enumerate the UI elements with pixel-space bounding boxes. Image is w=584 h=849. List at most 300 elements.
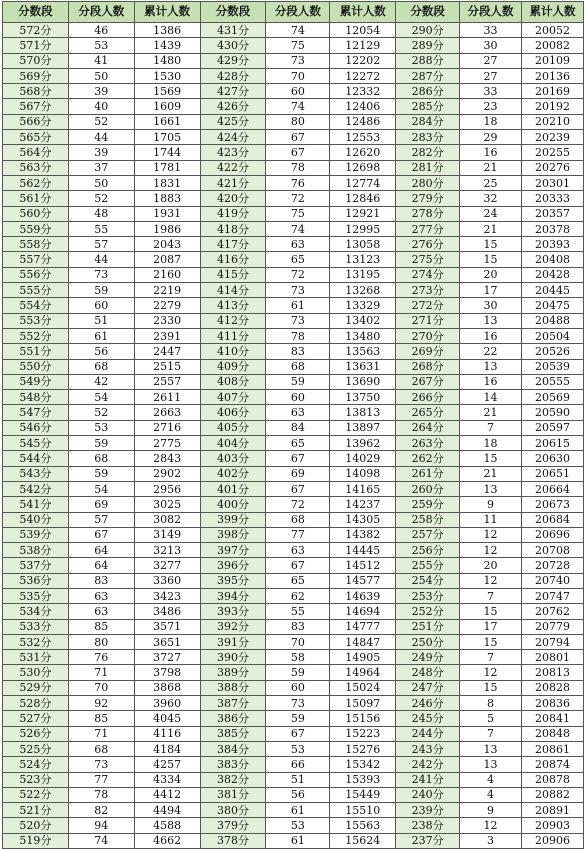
table-row <box>3 803 584 818</box>
segment-count-cell: 84 <box>266 420 330 435</box>
score-cell: 243分 <box>396 741 460 756</box>
segment-count-cell: 51 <box>266 772 330 787</box>
cumulative-count-cell: 12774 <box>330 175 396 190</box>
score-cell: 387分 <box>200 696 266 711</box>
segment-count-cell: 13 <box>460 313 522 328</box>
segment-count-cell: 7 <box>460 588 522 603</box>
cumulative-count-cell: 3082 <box>134 512 200 527</box>
score-cell: 276分 <box>396 237 460 252</box>
score-cell: 262分 <box>396 451 460 466</box>
segment-count-cell: 20 <box>460 267 522 282</box>
segment-count-cell: 61 <box>266 803 330 818</box>
score-cell: 537分 <box>3 558 69 573</box>
cumulative-count-cell: 20684 <box>522 512 584 527</box>
cumulative-count-cell: 20082 <box>522 38 584 53</box>
score-cell: 412分 <box>200 313 266 328</box>
cumulative-count-cell: 2330 <box>134 313 200 328</box>
segment-count-cell: 65 <box>266 252 330 267</box>
score-cell: 284分 <box>396 114 460 129</box>
cumulative-count-cell: 1705 <box>134 130 200 145</box>
score-distribution-table-container <box>2 1 584 849</box>
header-cumulative-count: 累计人数 <box>330 2 396 23</box>
cumulative-count-cell: 1931 <box>134 206 200 221</box>
cumulative-count-cell: 3025 <box>134 497 200 512</box>
segment-count-cell: 5 <box>460 711 522 726</box>
segment-count-cell: 52 <box>68 114 134 129</box>
table-row <box>3 206 584 221</box>
cumulative-count-cell: 20836 <box>522 696 584 711</box>
segment-count-cell: 73 <box>68 757 134 772</box>
cumulative-count-cell: 20673 <box>522 497 584 512</box>
score-cell: 272分 <box>396 298 460 313</box>
cumulative-count-cell: 14905 <box>330 650 396 665</box>
score-cell: 535分 <box>3 588 69 603</box>
segment-count-cell: 61 <box>266 298 330 313</box>
score-cell: 551分 <box>3 344 69 359</box>
segment-count-cell: 44 <box>68 252 134 267</box>
score-cell: 398分 <box>200 527 266 542</box>
table-row <box>3 405 584 420</box>
table-row <box>3 114 584 129</box>
table-row <box>3 420 584 435</box>
segment-count-cell: 8 <box>460 696 522 711</box>
score-cell: 527分 <box>3 711 69 726</box>
cumulative-count-cell: 20861 <box>522 741 584 756</box>
segment-count-cell: 67 <box>68 527 134 542</box>
table-row <box>3 451 584 466</box>
segment-count-cell: 61 <box>68 328 134 343</box>
score-cell: 522分 <box>3 787 69 802</box>
cumulative-count-cell: 13690 <box>330 374 396 389</box>
cumulative-count-cell: 14577 <box>330 573 396 588</box>
cumulative-count-cell: 2515 <box>134 359 200 374</box>
score-cell: 567分 <box>3 99 69 114</box>
score-cell: 240分 <box>396 787 460 802</box>
segment-count-cell: 60 <box>266 84 330 99</box>
score-cell: 524分 <box>3 757 69 772</box>
cumulative-count-cell: 1661 <box>134 114 200 129</box>
table-row <box>3 390 584 405</box>
score-cell: 386分 <box>200 711 266 726</box>
score-cell: 532分 <box>3 634 69 649</box>
cumulative-count-cell: 20378 <box>522 221 584 236</box>
score-cell: 410分 <box>200 344 266 359</box>
segment-count-cell: 59 <box>68 466 134 481</box>
cumulative-count-cell: 2087 <box>134 252 200 267</box>
score-cell: 397分 <box>200 543 266 558</box>
segment-count-cell: 33 <box>460 84 522 99</box>
table-row <box>3 604 584 619</box>
segment-count-cell: 15 <box>460 680 522 695</box>
cumulative-count-cell: 14029 <box>330 451 396 466</box>
score-cell: 542分 <box>3 481 69 496</box>
cumulative-count-cell: 3149 <box>134 527 200 542</box>
segment-count-cell: 68 <box>68 359 134 374</box>
cumulative-count-cell: 20801 <box>522 650 584 665</box>
score-cell: 557分 <box>3 252 69 267</box>
cumulative-count-cell: 13195 <box>330 267 396 282</box>
segment-count-cell: 72 <box>266 497 330 512</box>
cumulative-count-cell: 12054 <box>330 23 396 38</box>
segment-count-cell: 56 <box>68 344 134 359</box>
cumulative-count-cell: 12553 <box>330 130 396 145</box>
score-cell: 565分 <box>3 130 69 145</box>
segment-count-cell: 68 <box>68 741 134 756</box>
cumulative-count-cell: 2611 <box>134 390 200 405</box>
segment-count-cell: 50 <box>68 175 134 190</box>
segment-count-cell: 29 <box>460 130 522 145</box>
segment-count-cell: 67 <box>266 481 330 496</box>
segment-count-cell: 16 <box>460 145 522 160</box>
score-cell: 529分 <box>3 680 69 695</box>
cumulative-count-cell: 15097 <box>330 696 396 711</box>
cumulative-count-cell: 13813 <box>330 405 396 420</box>
cumulative-count-cell: 1480 <box>134 53 200 68</box>
score-cell: 400分 <box>200 497 266 512</box>
score-cell: 251分 <box>396 619 460 634</box>
cumulative-count-cell: 3727 <box>134 650 200 665</box>
score-cell: 285分 <box>396 99 460 114</box>
cumulative-count-cell: 15156 <box>330 711 396 726</box>
cumulative-count-cell: 20615 <box>522 436 584 451</box>
table-row <box>3 68 584 83</box>
score-cell: 247分 <box>396 680 460 695</box>
cumulative-count-cell: 15342 <box>330 757 396 772</box>
table-row <box>3 543 584 558</box>
score-cell: 287分 <box>396 68 460 83</box>
score-cell: 246分 <box>396 696 460 711</box>
segment-count-cell: 42 <box>68 374 134 389</box>
header-score-segment: 分数段 <box>3 2 69 23</box>
score-cell: 399分 <box>200 512 266 527</box>
score-cell: 570分 <box>3 53 69 68</box>
cumulative-count-cell: 13480 <box>330 328 396 343</box>
segment-count-cell: 15 <box>460 237 522 252</box>
segment-count-cell: 44 <box>68 130 134 145</box>
table-row <box>3 298 584 313</box>
score-cell: 536分 <box>3 573 69 588</box>
score-cell: 418分 <box>200 221 266 236</box>
score-cell: 249分 <box>396 650 460 665</box>
segment-count-cell: 59 <box>266 711 330 726</box>
cumulative-count-cell: 3798 <box>134 665 200 680</box>
segment-count-cell: 27 <box>460 68 522 83</box>
score-cell: 431分 <box>200 23 266 38</box>
cumulative-count-cell: 2843 <box>134 451 200 466</box>
segment-count-cell: 59 <box>68 436 134 451</box>
score-cell: 248分 <box>396 665 460 680</box>
segment-count-cell: 66 <box>266 757 330 772</box>
segment-count-cell: 7 <box>460 420 522 435</box>
segment-count-cell: 12 <box>460 527 522 542</box>
score-cell: 539分 <box>3 527 69 542</box>
cumulative-count-cell: 2716 <box>134 420 200 435</box>
score-cell: 403分 <box>200 451 266 466</box>
cumulative-count-cell: 20333 <box>522 191 584 206</box>
segment-count-cell: 17 <box>460 283 522 298</box>
cumulative-count-cell: 13962 <box>330 436 396 451</box>
cumulative-count-cell: 2557 <box>134 374 200 389</box>
segment-count-cell: 12 <box>460 543 522 558</box>
segment-count-cell: 74 <box>266 221 330 236</box>
segment-count-cell: 73 <box>266 283 330 298</box>
cumulative-count-cell: 3213 <box>134 543 200 558</box>
segment-count-cell: 13 <box>460 359 522 374</box>
segment-count-cell: 14 <box>460 390 522 405</box>
score-cell: 266分 <box>396 390 460 405</box>
table-row <box>3 99 584 114</box>
segment-count-cell: 9 <box>460 497 522 512</box>
segment-count-cell: 69 <box>68 497 134 512</box>
score-cell: 283分 <box>396 130 460 145</box>
score-cell: 564分 <box>3 145 69 160</box>
segment-count-cell: 53 <box>68 38 134 53</box>
cumulative-count-cell: 12921 <box>330 206 396 221</box>
segment-count-cell: 63 <box>266 405 330 420</box>
cumulative-count-cell: 12698 <box>330 160 396 175</box>
table-row <box>3 145 584 160</box>
cumulative-count-cell: 20475 <box>522 298 584 313</box>
cumulative-count-cell: 2391 <box>134 328 200 343</box>
cumulative-count-cell: 20747 <box>522 588 584 603</box>
segment-count-cell: 50 <box>68 68 134 83</box>
cumulative-count-cell: 12202 <box>330 53 396 68</box>
score-cell: 241分 <box>396 772 460 787</box>
cumulative-count-cell: 13897 <box>330 420 396 435</box>
cumulative-count-cell: 20828 <box>522 680 584 695</box>
segment-count-cell: 71 <box>68 726 134 741</box>
segment-count-cell: 83 <box>266 619 330 634</box>
score-cell: 257分 <box>396 527 460 542</box>
score-cell: 428分 <box>200 68 266 83</box>
cumulative-count-cell: 20813 <box>522 665 584 680</box>
segment-count-cell: 21 <box>460 405 522 420</box>
cumulative-count-cell: 20192 <box>522 99 584 114</box>
cumulative-count-cell: 2279 <box>134 298 200 313</box>
cumulative-count-cell: 2219 <box>134 283 200 298</box>
cumulative-count-cell: 15276 <box>330 741 396 756</box>
cumulative-count-cell: 14777 <box>330 619 396 634</box>
cumulative-count-cell: 14165 <box>330 481 396 496</box>
cumulative-count-cell: 2775 <box>134 436 200 451</box>
table-row <box>3 374 584 389</box>
segment-count-cell: 59 <box>266 665 330 680</box>
score-cell: 530分 <box>3 665 69 680</box>
score-cell: 255分 <box>396 558 460 573</box>
cumulative-count-cell: 20526 <box>522 344 584 359</box>
score-cell: 238分 <box>396 818 460 833</box>
segment-count-cell: 41 <box>68 53 134 68</box>
cumulative-count-cell: 1744 <box>134 145 200 160</box>
cumulative-count-cell: 14305 <box>330 512 396 527</box>
cumulative-count-cell: 14639 <box>330 588 396 603</box>
cumulative-count-cell: 1883 <box>134 191 200 206</box>
segment-count-cell: 59 <box>266 374 330 389</box>
score-cell: 415分 <box>200 267 266 282</box>
table-row <box>3 221 584 236</box>
cumulative-count-cell: 20696 <box>522 527 584 542</box>
score-cell: 391分 <box>200 634 266 649</box>
table-row <box>3 527 584 542</box>
score-cell: 550分 <box>3 359 69 374</box>
cumulative-count-cell: 13329 <box>330 298 396 313</box>
score-cell: 430分 <box>200 38 266 53</box>
segment-count-cell: 85 <box>68 619 134 634</box>
cumulative-count-cell: 15449 <box>330 787 396 802</box>
segment-count-cell: 70 <box>266 68 330 83</box>
score-cell: 558分 <box>3 237 69 252</box>
score-cell: 421分 <box>200 175 266 190</box>
score-cell: 271分 <box>396 313 460 328</box>
score-cell: 416分 <box>200 252 266 267</box>
cumulative-count-cell: 4257 <box>134 757 200 772</box>
score-cell: 569分 <box>3 68 69 83</box>
segment-count-cell: 63 <box>68 588 134 603</box>
segment-count-cell: 13 <box>460 757 522 772</box>
cumulative-count-cell: 20569 <box>522 390 584 405</box>
score-cell: 409分 <box>200 359 266 374</box>
segment-count-cell: 17 <box>460 619 522 634</box>
score-cell: 380分 <box>200 803 266 818</box>
score-cell: 278分 <box>396 206 460 221</box>
cumulative-count-cell: 3868 <box>134 680 200 695</box>
segment-count-cell: 9 <box>460 803 522 818</box>
score-cell: 279分 <box>396 191 460 206</box>
table-row <box>3 38 584 53</box>
score-cell: 561分 <box>3 191 69 206</box>
table-row <box>3 130 584 145</box>
cumulative-count-cell: 2160 <box>134 267 200 282</box>
cumulative-count-cell: 20630 <box>522 451 584 466</box>
cumulative-count-cell: 3960 <box>134 696 200 711</box>
segment-count-cell: 60 <box>68 298 134 313</box>
segment-count-cell: 76 <box>68 650 134 665</box>
segment-count-cell: 60 <box>266 680 330 695</box>
cumulative-count-cell: 20740 <box>522 573 584 588</box>
segment-count-cell: 67 <box>266 451 330 466</box>
score-cell: 259分 <box>396 497 460 512</box>
segment-count-cell: 63 <box>68 604 134 619</box>
segment-count-cell: 75 <box>266 38 330 53</box>
table-row <box>3 711 584 726</box>
segment-count-cell: 21 <box>460 221 522 236</box>
score-cell: 274分 <box>396 267 460 282</box>
header-score-segment: 分数段 <box>200 2 266 23</box>
segment-count-cell: 15 <box>460 252 522 267</box>
cumulative-count-cell: 20539 <box>522 359 584 374</box>
score-cell: 556分 <box>3 267 69 282</box>
segment-count-cell: 68 <box>68 451 134 466</box>
segment-count-cell: 70 <box>68 680 134 695</box>
cumulative-count-cell: 14964 <box>330 665 396 680</box>
table-row <box>3 191 584 206</box>
cumulative-count-cell: 20408 <box>522 252 584 267</box>
cumulative-count-cell: 20651 <box>522 466 584 481</box>
table-row <box>3 512 584 527</box>
header-row <box>3 2 584 23</box>
table-row <box>3 634 584 649</box>
score-cell: 260分 <box>396 481 460 496</box>
score-cell: 264分 <box>396 420 460 435</box>
segment-count-cell: 75 <box>266 206 330 221</box>
score-cell: 534分 <box>3 604 69 619</box>
table-row <box>3 359 584 374</box>
cumulative-count-cell: 20239 <box>522 130 584 145</box>
cumulative-count-cell: 15393 <box>330 772 396 787</box>
header-score-segment: 分数段 <box>396 2 460 23</box>
score-cell: 265分 <box>396 405 460 420</box>
score-cell: 407分 <box>200 390 266 405</box>
segment-count-cell: 25 <box>460 175 522 190</box>
cumulative-count-cell: 20210 <box>522 114 584 129</box>
cumulative-count-cell: 20109 <box>522 53 584 68</box>
table-row <box>3 757 584 772</box>
segment-count-cell: 60 <box>266 390 330 405</box>
cumulative-count-cell: 12332 <box>330 84 396 99</box>
score-cell: 282分 <box>396 145 460 160</box>
table-row <box>3 283 584 298</box>
cumulative-count-cell: 12129 <box>330 38 396 53</box>
segment-count-cell: 32 <box>460 191 522 206</box>
score-cell: 290分 <box>396 23 460 38</box>
cumulative-count-cell: 20597 <box>522 420 584 435</box>
cumulative-count-cell: 20874 <box>522 757 584 772</box>
cumulative-count-cell: 20052 <box>522 23 584 38</box>
score-cell: 519分 <box>3 833 69 848</box>
cumulative-count-cell: 1831 <box>134 175 200 190</box>
segment-count-cell: 58 <box>266 650 330 665</box>
table-row <box>3 53 584 68</box>
segment-count-cell: 30 <box>460 298 522 313</box>
cumulative-count-cell: 20136 <box>522 68 584 83</box>
cumulative-count-cell: 12272 <box>330 68 396 83</box>
cumulative-count-cell: 14445 <box>330 543 396 558</box>
cumulative-count-cell: 20708 <box>522 543 584 558</box>
header-segment-count: 分段人数 <box>460 2 522 23</box>
cumulative-count-cell: 13123 <box>330 252 396 267</box>
table-row <box>3 665 584 680</box>
cumulative-count-cell: 20276 <box>522 160 584 175</box>
header-cumulative-count: 累计人数 <box>134 2 200 23</box>
score-cell: 420分 <box>200 191 266 206</box>
segment-count-cell: 59 <box>68 283 134 298</box>
cumulative-count-cell: 1986 <box>134 221 200 236</box>
segment-count-cell: 52 <box>68 405 134 420</box>
score-cell: 520分 <box>3 818 69 833</box>
score-cell: 237分 <box>396 833 460 848</box>
score-cell: 427分 <box>200 84 266 99</box>
segment-count-cell: 63 <box>266 237 330 252</box>
segment-count-cell: 12 <box>460 818 522 833</box>
segment-count-cell: 33 <box>460 23 522 38</box>
cumulative-count-cell: 20903 <box>522 818 584 833</box>
score-cell: 417分 <box>200 237 266 252</box>
score-cell: 253分 <box>396 588 460 603</box>
header-segment-count: 分段人数 <box>68 2 134 23</box>
cumulative-count-cell: 15510 <box>330 803 396 818</box>
score-cell: 404分 <box>200 436 266 451</box>
cumulative-count-cell: 3423 <box>134 588 200 603</box>
cumulative-count-cell: 20428 <box>522 267 584 282</box>
table-row <box>3 175 584 190</box>
score-cell: 395分 <box>200 573 266 588</box>
score-cell: 572分 <box>3 23 69 38</box>
segment-count-cell: 15 <box>460 634 522 649</box>
segment-count-cell: 61 <box>266 833 330 848</box>
score-cell: 273分 <box>396 283 460 298</box>
cumulative-count-cell: 4662 <box>134 833 200 848</box>
cumulative-count-cell: 12620 <box>330 145 396 160</box>
